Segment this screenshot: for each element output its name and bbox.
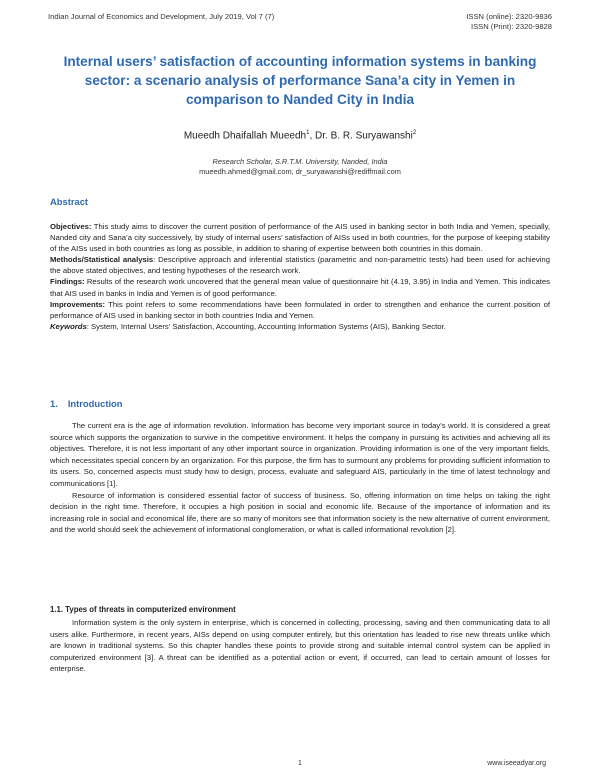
- abstract-improvements: [50, 299, 550, 321]
- improvements-text: This point refers to some recommendations have been formulated in order to strengthen and enhance the current position of performance of AIS used in banking sector in both countries India and Yemen.: [50, 299, 550, 320]
- author-emails: mueedh.ahmed@gmail.com, dr_suryawanshi@rediffmail.com: [199, 167, 401, 176]
- objectives-text: This study aims to discover the current position of performance of the AIS used in banking sector in both India and Yemen, specially, Nanded city and Sana’a city successively, by study of internal users’ satisfaction of AISs used in both countries, for the purpose of keeping stability of the AISs used in both countries as long as possible, in addition to sharing of expertise between both countries in this domain.: [50, 222, 550, 254]
- methods-text: : Descriptive approach and inferential statistics (parametric and non-parametric tests) had been used for achieving the above stated objectives, and testing hypotheses of the research work.: [50, 255, 550, 276]
- objectives-label: Objectives:: [50, 222, 92, 231]
- findings-text: Results of the research work uncovered that the general mean value of questionnaire hit (4.19, 3.95) in India and Yemen. This indicates that AIS used in banks in India and Yemen is of good performance.: [50, 277, 550, 298]
- author-line: [0, 130, 600, 141]
- subsection-heading: 1.1. Types of threats in computerized environment: [50, 605, 236, 614]
- issn-print: ISSN (Print): 2320-9828: [470, 22, 552, 31]
- methods-label: Methods/Statistical analysis: [50, 255, 154, 265]
- subsection-body: [50, 617, 550, 675]
- affiliation: Research Scholar, S.R.T.M. University, Nanded, India: [212, 157, 388, 166]
- abstract-methods: [50, 254, 550, 276]
- abstract-keywords: [50, 321, 550, 332]
- paper-title: Internal users’ satisfaction of accounting information systems in banking sector: a scenario analysis of performance Sana’a city in Yemen in comparison to Nanded City in India: [63, 54, 537, 107]
- keywords-label: Keywords: [50, 321, 87, 331]
- author-1: Mueedh Dhaifallah Mueedh: [183, 130, 307, 142]
- abstract-heading: Abstract: [50, 196, 89, 207]
- improvements-label: Improvements:: [50, 299, 106, 309]
- author-2-sup: 2: [412, 130, 417, 136]
- issn-header: [466, 12, 552, 32]
- abstract-findings: [50, 276, 550, 298]
- author-2: Dr. B. R. Suryawanshi: [315, 130, 413, 142]
- abstract-objectives: [50, 221, 550, 254]
- page-number: 1: [298, 760, 302, 767]
- findings-label: Findings:: [50, 277, 85, 287]
- introduction-paragraph: The current era is the age of information revolution. Information has become very important source in today’s world. It is considered a great source which supports the organization to survive in the competitive environment. It helps the company in pursuing its activities and achieving all its objectives. Therefore, it is not less important of any other important source in organization. Providing information is one of the very important fields, which necessitates special concern by an organization. For this purpose, the firm has to surmount any problems for providing sufficient information to its users. So, concerned aspects must study how to design, process, evaluate and safeguard AIS, particularly in the time of latest technology and communications [1].: [50, 421, 550, 488]
- abstract-body: [50, 221, 550, 332]
- author-separator: ,: [309, 130, 316, 142]
- introduction-heading: [50, 398, 133, 409]
- introduction-number: 1.: [50, 398, 58, 409]
- footer-url[interactable]: www.iseeadyar.org: [487, 760, 546, 767]
- journal-header: Indian Journal of Economics and Development, July 2019, Vol 7 (7): [48, 12, 275, 21]
- introduction-title: Introduction: [67, 398, 123, 409]
- issn-online: ISSN (online): 2320-9836: [466, 12, 552, 21]
- keywords-text: : System, Internal Users’ Satisfaction, Accounting, Accounting Information Systems (AIS), Banking Sector.: [86, 321, 446, 331]
- subsection-paragraph: Information system is the only system in enterprise, which is concerned in collecting, processing, saving and then communicating data to all users alike. Furthermore, in recent years, AISs depend on using computer entirely, but this orientation has leaded to rise new threats unlike which are known in traditional systems. So this chapter handles these points to provide strong and suitable internal control system can be applied in computerized environment [3]. A threat can be identified as a potential action or event, if occurred, can lead to certain amount of losses for enterprise.: [50, 618, 550, 674]
- author-1-sup: 1: [306, 130, 310, 136]
- introduction-paragraph: Resource of information is considered essential factor of success of business. So, offering information on time helps on taking the right decision in the right time. Therefore, it occupies a high position in social and economic life. Because of the importance of information and its increasing role in social and economical life, there are so many of monitors see that information society is the new alternative of current environment, and the world should seek the achievement of informational conglomeration, or what is called informational revolution [2].: [50, 490, 550, 535]
- introduction-body: [50, 420, 550, 536]
